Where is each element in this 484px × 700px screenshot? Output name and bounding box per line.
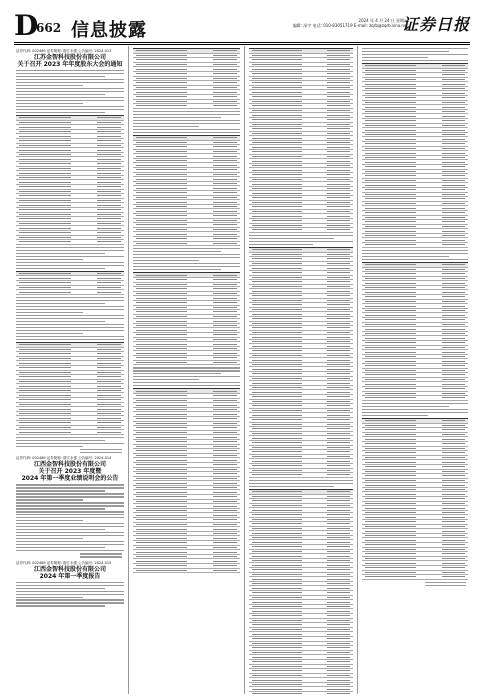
contact-line: 编辑: 深宇 电话: 010-83051719 E-mail: zqrb@zqrb.sina.net bbox=[292, 23, 408, 28]
data-table bbox=[16, 115, 124, 245]
notice-code: 证券代码: 002489 证券简称: 浙江永强 公告编号: 2024-015 bbox=[16, 560, 112, 565]
column-1 bbox=[14, 46, 126, 694]
data-table bbox=[133, 388, 240, 573]
signature-block bbox=[364, 582, 466, 586]
date-line: 2024 年 4 月 24 日 星期三 bbox=[358, 18, 408, 23]
data-table bbox=[362, 63, 468, 248]
notice-header bbox=[16, 561, 124, 580]
data-table bbox=[133, 135, 240, 246]
notice-body bbox=[362, 403, 468, 416]
notice-body bbox=[16, 437, 124, 447]
notice-body bbox=[362, 250, 468, 260]
notice-code: 证券代码: 002489 证券简称: 浙江永强 公告编号: 2024-014 bbox=[16, 456, 112, 461]
notice-body bbox=[133, 367, 240, 386]
data-table bbox=[249, 247, 353, 478]
page-letter: D bbox=[14, 9, 39, 42]
notice-body bbox=[249, 480, 353, 487]
data-table bbox=[133, 48, 240, 109]
signature-block bbox=[18, 553, 122, 557]
notice-title: 2024 年第一季度报告 bbox=[39, 572, 101, 580]
newspaper-logo: 证券日报 bbox=[401, 15, 470, 34]
column-divider bbox=[357, 46, 358, 694]
column-2 bbox=[131, 46, 242, 694]
notice-company: 江西金智科技股份有限公司 bbox=[33, 565, 106, 573]
notice-title: 关于召开 2023 年度暨 bbox=[38, 468, 102, 476]
header-meta bbox=[293, 18, 408, 28]
data-table bbox=[362, 418, 468, 580]
header-rule-thin bbox=[14, 44, 470, 45]
notice-body bbox=[16, 484, 124, 551]
notice-body bbox=[16, 70, 124, 113]
notice-body bbox=[133, 111, 240, 133]
notice-body bbox=[362, 48, 468, 61]
section-title: 信息披露 bbox=[71, 20, 147, 41]
header-rule bbox=[14, 42, 470, 43]
notice-title: 关于召开 2023 年年度股东大会的通知 bbox=[17, 61, 123, 68]
notice-company: 江苏金智科技股份有限公司 bbox=[33, 54, 106, 61]
notice-company: 江西金智科技股份有限公司 bbox=[33, 461, 106, 469]
notice-body bbox=[16, 297, 124, 340]
data-table bbox=[249, 489, 353, 694]
page-number: 662 bbox=[36, 21, 62, 35]
signature-block bbox=[18, 449, 122, 453]
notice-header bbox=[16, 456, 124, 482]
column-divider bbox=[128, 46, 129, 694]
notice-body bbox=[16, 247, 124, 269]
data-table bbox=[16, 271, 124, 295]
column-3 bbox=[247, 46, 355, 694]
notice-header bbox=[16, 49, 124, 68]
page-header bbox=[14, 10, 470, 42]
notice-title-line2: 2024 年第一季度业绩说明会的公告 bbox=[21, 475, 119, 483]
data-table bbox=[16, 342, 124, 435]
column-divider bbox=[244, 46, 245, 694]
notice-body bbox=[133, 248, 240, 270]
column-4 bbox=[360, 46, 470, 694]
notice-body bbox=[249, 235, 353, 245]
notice-code: 证券代码: 002489 证券简称: 浙江永强 公告编号: 2024-013 bbox=[16, 49, 112, 53]
data-table bbox=[249, 48, 353, 233]
data-table bbox=[133, 272, 240, 365]
data-table bbox=[362, 262, 468, 401]
notice-body bbox=[16, 582, 124, 607]
